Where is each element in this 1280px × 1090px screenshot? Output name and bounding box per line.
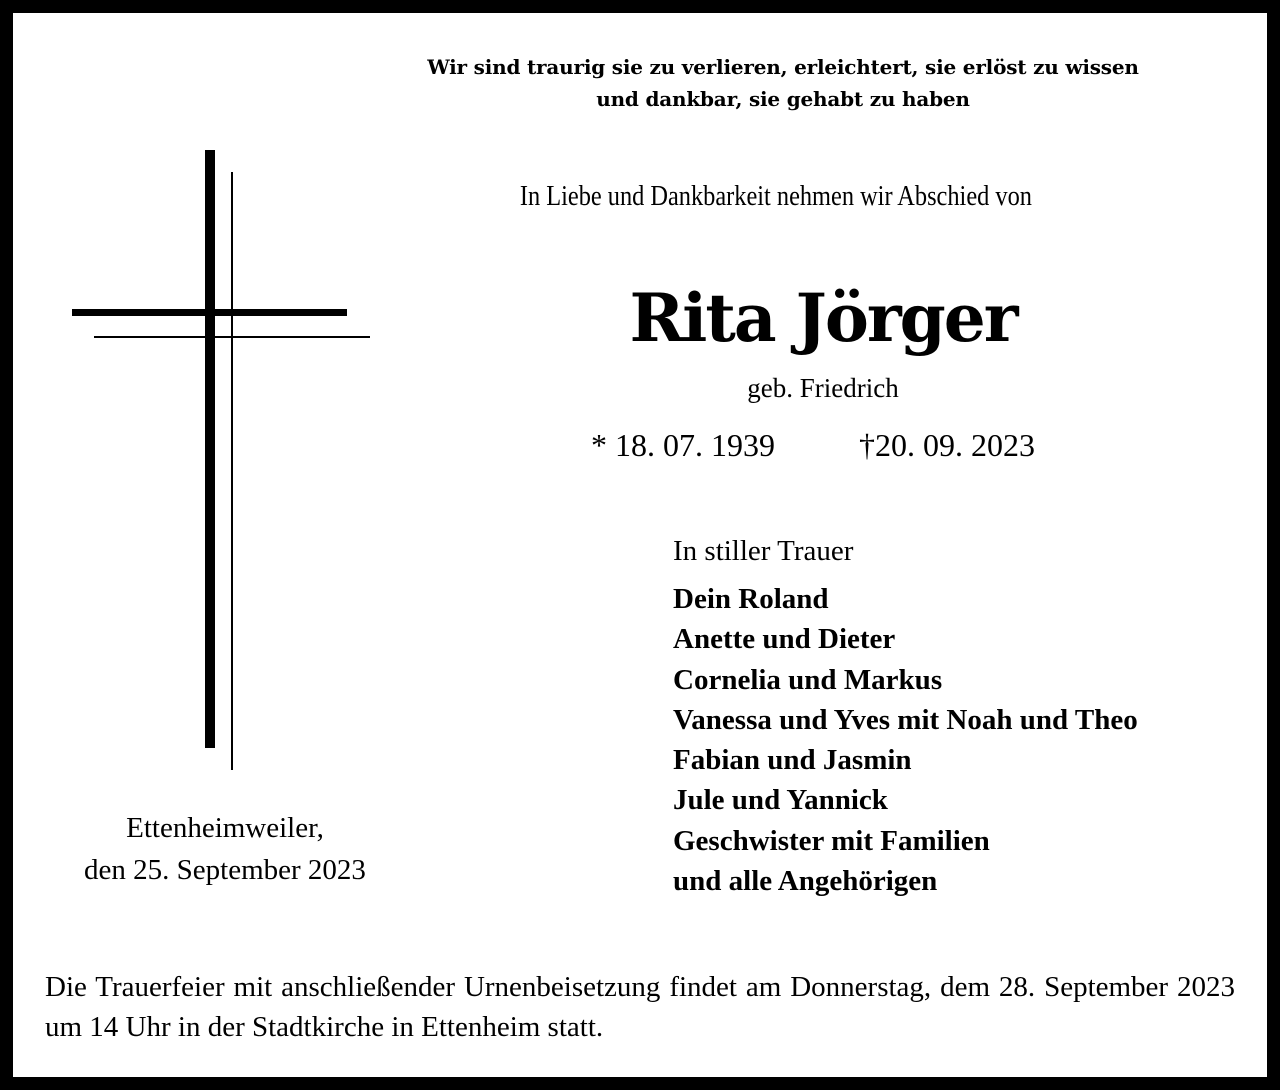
list-item: Cornelia und Markus <box>673 663 943 696</box>
motto-line-1: Wir sind traurig sie zu verlieren, erleichtert, sie erlöst zu wissen <box>427 55 1139 79</box>
motto <box>373 51 1193 115</box>
mourners-list <box>673 579 1138 901</box>
funeral-notice: Die Trauerfeier mit anschließender Urnenbeisetzung findet am Donnerstag, dem 28. September 2023 um 14 Uhr in der Stadtkirche in Ettenheim statt. <box>45 971 1235 1043</box>
deceased-name: Rita Jörger <box>629 279 1017 357</box>
list-item: Anette und Dieter <box>673 623 896 656</box>
place-date <box>33 807 417 891</box>
motto-line-2: und dankbar, sie gehabt zu haben <box>596 87 970 111</box>
death-date: †20. 09. 2023 <box>859 427 1035 463</box>
intro-text: In Liebe und Dankbarkeit nehmen wir Abschied von <box>519 181 1032 212</box>
place-line-2: den 25. September 2023 <box>84 854 366 886</box>
mourning-intro: In stiller Trauer <box>673 535 854 567</box>
maiden-name: geb. Friedrich <box>747 373 899 403</box>
list-item: Geschwister mit Familien <box>673 824 990 857</box>
list-item: Fabian und Jasmin <box>673 744 912 777</box>
birth-date: * 18. 07. 1939 <box>591 427 775 463</box>
list-item: Vanessa und Yves mit Noah und Theo <box>673 703 1138 736</box>
list-item: und alle Angehörigen <box>673 865 938 898</box>
obituary-card <box>13 13 1267 1077</box>
list-item: Dein Roland <box>673 583 829 615</box>
list-item: Jule und Yannick <box>673 784 888 817</box>
place-line-1: Ettenheimweiler, <box>126 812 324 844</box>
